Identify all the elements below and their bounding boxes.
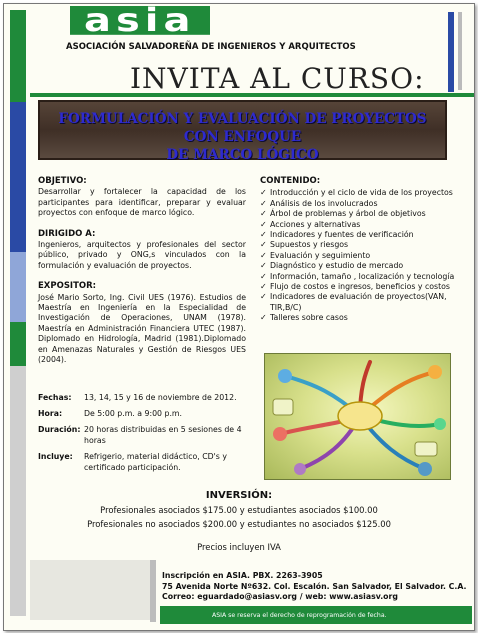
hora-label: Hora: bbox=[38, 409, 63, 418]
mind-map-illustration bbox=[265, 354, 450, 479]
footer-registration: Inscripción en ASIA. PBX. 2263-3905 bbox=[162, 571, 323, 580]
list-item: ✓ Árbol de problemas y árbol de objetivos bbox=[260, 209, 456, 219]
schedule-row-hora bbox=[38, 408, 258, 419]
course-title-line2: DE MARCO LÓGICO bbox=[166, 147, 319, 163]
expositor-text: José Mario Sorto, Ing. Civil UES (1976). Estudios de Maestría en Ingeniería en la Especialidad de Investigación de Operaciones, UNAM (1978). Maestría en Administración Financiera UTEC (1987). Diplomado en Hidrología, Madrid (1981).Diplomado en Amenazas Naturales y Gestión de Riesgos UES (2004). bbox=[38, 292, 246, 365]
contenido-heading: CONTENIDO: bbox=[260, 176, 321, 186]
schedule-row-incluye bbox=[38, 451, 258, 473]
decorative-bar bbox=[10, 102, 26, 252]
course-title-line1: FORMULACIÓN Y EVALUACIÓN DE PROYECTOS CON ENFOQUE bbox=[58, 111, 427, 145]
dirigido-text: Ingenieros, arquitectos y profesionales del sector público, privado y ONG,s vinculados con la formulación y evaluación de proyectos. bbox=[38, 240, 246, 270]
hora-value: De 5:00 p.m. a 9:00 p.m. bbox=[84, 409, 182, 418]
decorative-bar bbox=[458, 12, 462, 90]
footer-contact: Correo: eguardado@asiasv.org / web: www.asiasv.org bbox=[162, 592, 398, 601]
course-title-banner bbox=[38, 100, 447, 163]
organization-name: ASOCIACIÓN SALVADOREÑA DE INGENIEROS Y ARQUITECTOS bbox=[66, 42, 356, 52]
list-item: ✓ Diagnóstico y estudio de mercado bbox=[260, 261, 456, 271]
decorative-bar bbox=[10, 10, 26, 102]
list-item: ✓ Indicadores y fuentes de verificación bbox=[260, 230, 456, 240]
list-item: ✓ Evaluación y seguimiento bbox=[260, 251, 456, 261]
contenido-list bbox=[260, 188, 456, 323]
decorative-block bbox=[30, 560, 150, 620]
duracion-value: 20 horas distribuidas en 5 sesiones de 4 horas bbox=[84, 425, 242, 445]
list-item: ✓ Introducción y el ciclo de vida de los proyectos bbox=[260, 188, 456, 198]
inversion-line-non-associates: Profesionales no asociados $200.00 y estudiantes no asociados $125.00 bbox=[87, 519, 391, 529]
expositor-heading: EXPOSITOR: bbox=[38, 281, 97, 292]
left-column bbox=[38, 176, 246, 376]
list-item: ✓ Talleres sobre casos bbox=[260, 313, 456, 323]
iva-note: Precios incluyen IVA bbox=[197, 542, 281, 552]
schedule-row-fechas bbox=[38, 392, 258, 403]
course-title bbox=[40, 110, 445, 164]
schedule-row-duracion bbox=[38, 424, 258, 446]
decorative-bar bbox=[150, 560, 156, 622]
duracion-label: Duración: bbox=[38, 425, 81, 434]
reschedule-notice: ASIA se reserva el derecho de reprogramación de fecha. bbox=[212, 612, 387, 619]
objetivo-text: Desarrollar y fortalecer la capacidad de los participantes para identificar, preparar y evaluar proyectos con enfoque de marco lógico. bbox=[38, 187, 246, 218]
invita-heading: INVITA AL CURSO: bbox=[130, 62, 425, 95]
list-item: ✓ Indicadores de evaluación de proyectos(VAN, TIR,B/C) bbox=[260, 292, 456, 313]
fechas-label: Fechas: bbox=[38, 393, 72, 402]
list-item: ✓ Análisis de los involucrados bbox=[260, 199, 456, 209]
list-item: ✓ Flujo de costos e ingresos, beneficios y costos bbox=[260, 282, 456, 292]
mind-map-image bbox=[264, 353, 451, 480]
decorative-bar bbox=[10, 322, 26, 366]
incluye-value: Refrigerio, material didáctico, CD's y certificado participación. bbox=[84, 452, 227, 472]
decorative-bar bbox=[448, 12, 454, 92]
right-column bbox=[260, 176, 456, 324]
list-item: ✓ Supuestos y riesgos bbox=[260, 240, 456, 250]
dirigido-heading: DIRIGIDO A: bbox=[38, 228, 96, 239]
inversion-heading: INVERSIÓN: bbox=[205, 490, 273, 501]
schedule-section bbox=[38, 392, 258, 478]
decorative-bar bbox=[10, 252, 26, 322]
inversion-line-associates: Profesionales asociados $175.00 y estudiantes asociados $100.00 bbox=[100, 505, 378, 515]
asia-logo bbox=[70, 2, 270, 44]
fechas-value: 13, 14, 15 y 16 de noviembre de 2012. bbox=[84, 393, 237, 402]
incluye-label: Incluye: bbox=[38, 452, 73, 461]
list-item: ✓ Acciones y alternativas bbox=[260, 220, 456, 230]
list-item: ✓ Información, tamaño , localización y tecnología bbox=[260, 272, 456, 282]
footer-address: 75 Avenida Norte Nº632. Col. Escalón. San Salvador, El Salvador. C.A. bbox=[162, 581, 467, 591]
objetivo-heading: OBJETIVO: bbox=[38, 176, 87, 186]
logo-text: asia bbox=[70, 6, 210, 35]
contact-footer bbox=[162, 571, 466, 603]
